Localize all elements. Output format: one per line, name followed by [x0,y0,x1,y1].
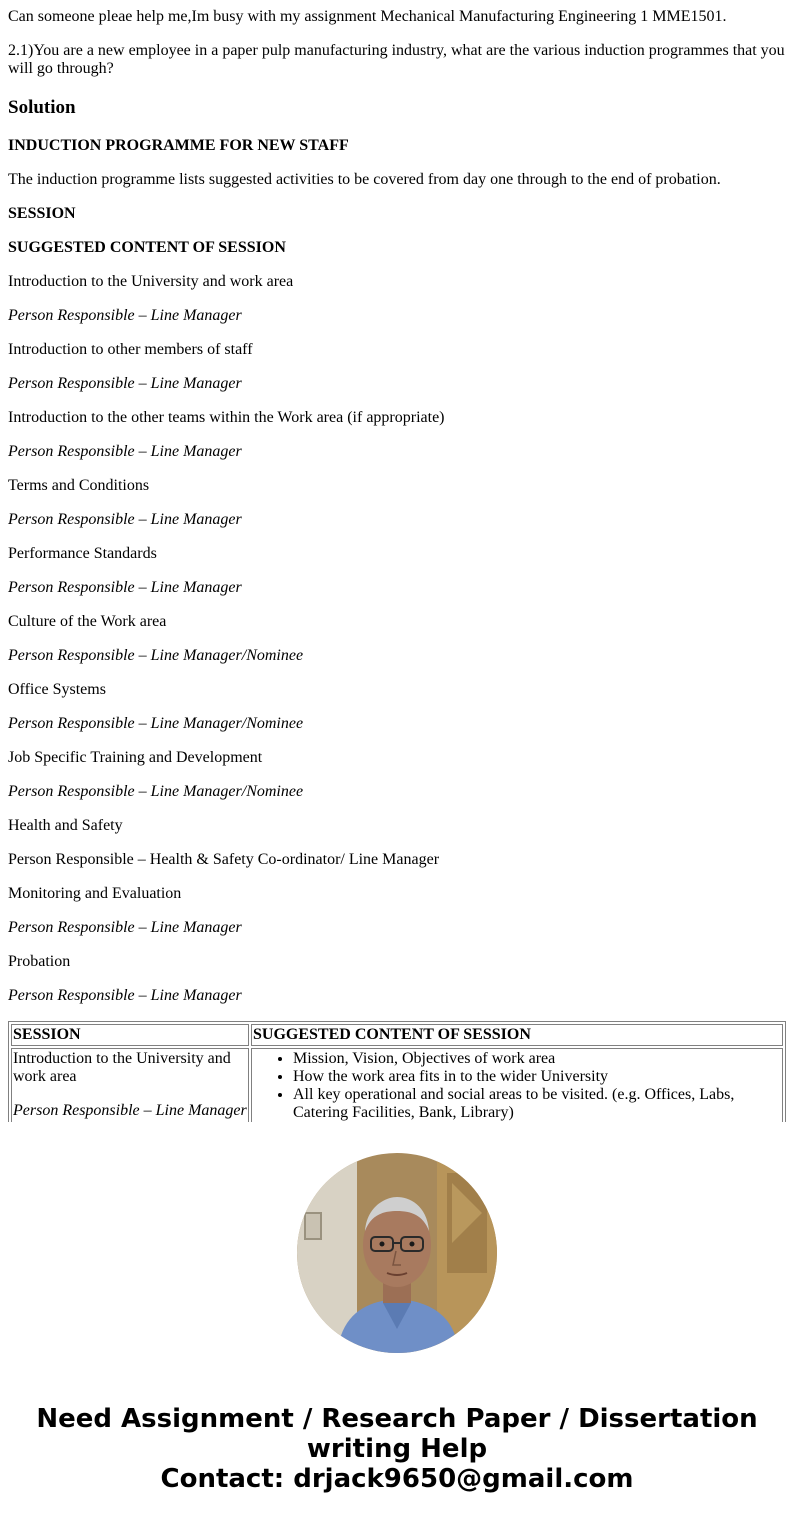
session-item: Probation [8,953,71,970]
table-header-session: SESSION [11,1024,249,1046]
author-photo [297,1153,497,1353]
list-item: • All key operational and social areas to be visited. (e.g. Offices, Labs, Catering Facilities, Bank, Library) [293,1086,781,1122]
author-photo-image [297,1153,497,1353]
table-content-list [253,1050,781,1122]
session-item: Introduction to the other teams within the Work area (if appropriate) [8,409,445,426]
responsible-item: Person Responsible – Line Manager [8,579,242,596]
table-cell-session [11,1048,249,1122]
session-item: Performance Standards [8,545,157,562]
promo-headline: Need Assignment / Research Paper / Dissertation writing Help [36,1404,758,1464]
responsible-item: Person Responsible – Line Manager [8,443,242,460]
responsible-item: Person Responsible – Line Manager [8,987,242,1004]
session-table [8,1021,786,1122]
responsible-item: Person Responsible – Line Manager/Nominee [8,647,304,664]
responsible-item: Person Responsible – Line Manager [8,375,242,392]
responsible-item: Person Responsible – Line Manager/Nominee [8,783,304,800]
solution-title: INDUCTION PROGRAMME FOR NEW STAFF [8,137,349,154]
session-item: Job Specific Training and Development [8,749,263,766]
table-session-name: Introduction to the University and work area [13,1050,231,1085]
promo-contact: Contact: drjack9650@gmail.com [160,1464,634,1494]
list-item: • How the work area fits in to the wider University [293,1068,781,1086]
solution-heading: Solution [8,97,76,118]
responsible-item: Person Responsible – Health & Safety Co-ordinator/ Line Manager [8,851,440,868]
responsible-item: Person Responsible – Line Manager [8,919,242,936]
table-row [11,1048,783,1122]
session-item: Health and Safety [8,817,123,834]
content-label: SUGGESTED CONTENT OF SESSION [8,239,286,256]
session-item: Office Systems [8,681,106,698]
responsible-item: Person Responsible – Line Manager/Nominee [8,715,304,732]
session-item: Terms and Conditions [8,477,150,494]
solution-description: The induction programme lists suggested activities to be covered from day one through to the end of probation. [8,171,721,188]
table-session-responsible: Person Responsible – Line Manager [13,1102,247,1119]
session-item: Introduction to other members of staff [8,341,253,358]
table-header-row [11,1024,783,1046]
responsible-item: Person Responsible – Line Manager [8,307,242,324]
session-item: Introduction to the University and work area [8,273,294,290]
session-item: Culture of the Work area [8,613,167,630]
session-item: Monitoring and Evaluation [8,885,182,902]
table-header-content: SUGGESTED CONTENT OF SESSION [251,1024,783,1046]
promo-banner [0,1404,794,1494]
table-cell-content [251,1048,783,1122]
session-label: SESSION [8,205,76,222]
question-prompt: 2.1)You are a new employee in a paper pulp manufacturing industry, what are the various induction programmes that you will go through? [8,42,785,77]
list-item: • Mission, Vision, Objectives of work area [293,1050,781,1068]
question-intro: Can someone pleae help me,Im busy with my assignment Mechanical Manufacturing Engineering 1 MME1501. [8,8,727,25]
responsible-item: Person Responsible – Line Manager [8,511,242,528]
